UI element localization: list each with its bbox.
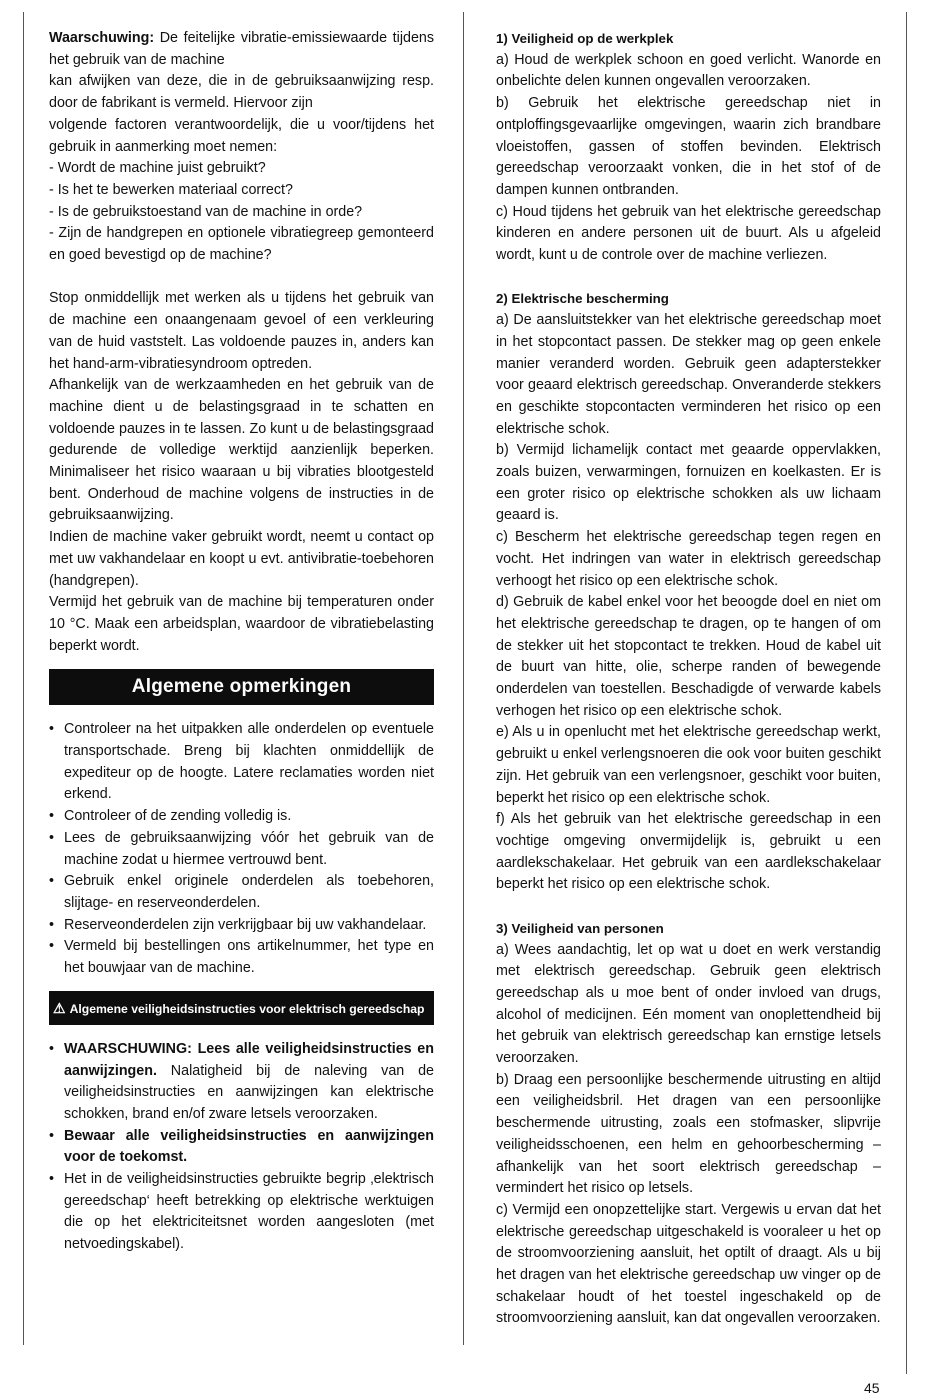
- stop-paragraph: Vermijd het gebruik van de machine bij temperaturen onder 10 °C. Maak een arbeidsplan, waardoor de vibratiebelasting beperkt wordt.: [49, 594, 434, 654]
- section-item: c) Houd tijdens het gebruik van het elektrische gereedschap kinderen en andere personen uit de buurt. Als u afgeleid wordt, kunt u de controle over de machine verliezen.: [496, 203, 881, 264]
- warning-line: volgende factoren verantwoordelijk, die u voor/tijdens het gebruik in aanmerking moet nemen:: [49, 116, 434, 155]
- safety-instructions-heading: [49, 991, 434, 1025]
- list-item: • Reserveonderdelen zijn verkrijgbaar bij uw vakhandelaar.: [49, 915, 434, 937]
- section-heading: 1) Veiligheid op de werkplek: [496, 31, 674, 46]
- section-item: c) Vermijd een onopzettelijke start. Vergewis u ervan dat het elektrische gereedschap uitgeschakeld is vooraleer u het op de stroomvoorziening aansluit, het optilt of draagt. Als u bij het dragen van het elektrische gereedschap uw vinger op de schakelaar houdt of het toestel ingeschakeld op de stroomvoorziening aansluit, kan dat ongevallen veroorzaken.: [496, 1201, 881, 1327]
- warning-line: kan afwijken van deze, die in de gebruiksaanwijzing resp. door de fabrikant is vermeld. Hiervoor zijn: [49, 73, 434, 112]
- section-item: e) Als u in openlucht met het elektrische gereedschap werkt, gebruikt u enkel verlengsnoeren die ook voor buiten geschikt zijn. Het gebruik van een verlengsnoer, geschikt voor buiten, beperkt het risico op een elektrische schok.: [496, 724, 881, 806]
- warning-line: - Wordt de machine juist gebruikt?: [49, 160, 266, 177]
- stop-paragraph: Afhankelijk van de werkzaamheden en het gebruik van de machine dient u de belastingsgraad in te schatten en voldoende pauzes in te lassen. Zo kunt u de belastingsgraad gedurende de volledige werktijd aanzienlijk beperken. Minimaliseer het risico waaraan u bij vibraties blootgesteld bent. Onderhoud de machine volgens de instructies in de gebruiksaanwijzing.: [49, 377, 434, 524]
- bold-keep-instructions: Bewaar alle veiligheidsinstructies en aanwijzingen voor de toekomst.: [64, 1127, 434, 1166]
- right-margin-rule: [906, 12, 907, 1374]
- stop-paragraph: Indien de machine vaker gebruikt wordt, neemt u contact op met uw vakhandelaar en koopt u evt. antivibratie-toebehoren (handgrepen).: [49, 529, 434, 589]
- warning-line: - Is de gebruikstoestand van de machine in orde?: [49, 203, 363, 220]
- bullet-text: Nalatigheid bij de naleving van de veiligheidsinstructies en aanwijzingen kan elektrische schokken, brand en/of zware letsels veroorzaken.: [64, 1062, 434, 1122]
- list-item: • Controleer of de zending volledig is.: [49, 806, 434, 828]
- warning-label: Waarschuwing:: [49, 30, 155, 46]
- section-item: b) Gebruik het elektrische gereedschap niet in ontploffingsgevaarlijke omgevingen, waarin zich brandbare vloeistoffen, gassen of stoffen bevinden. Elektrisch gereedschap veroorzaakt vonken, die in het stof of de dampen kunnen ontbranden.: [496, 95, 881, 198]
- vibration-warning: [49, 28, 434, 71]
- list-item: [49, 1039, 434, 1126]
- section-item: b) Vermijd lichamelijk contact met geaarde oppervlakken, zoals buizen, verwarmingen, fornuizen en koelkasten. Er is een groter risico op elektrische schokken als uw lichaam geaard is.: [496, 442, 881, 524]
- section-item: f) Als het gebruik van het elektrische gereedschap in een vochtige omgeving onvermijdelijk is, gebruikt u een aardlekschakelaar. Het gebruik van een aardlekschakelaar beperkt het risico op een elektrische schok.: [496, 811, 881, 893]
- section-heading: 2) Elektrische bescherming: [496, 291, 669, 307]
- left-margin-rule: [23, 12, 24, 1345]
- list-item: • Lees de gebruiksaanwijzing vóór het gebruik van de machine zodat u hiermee vertrouwd bent.: [49, 828, 434, 871]
- general-remarks-list: [49, 719, 434, 979]
- section-item: c) Bescherm het elektrische gereedschap tegen regen en vocht. Het indringen van water in elektrisch gereedschap verhoogt het risico op een elektrische schok.: [496, 529, 881, 589]
- right-column: [496, 28, 881, 1330]
- warning-triangle-icon: ⚠: [53, 999, 66, 1016]
- general-remarks-heading: Algemene opmerkingen: [49, 669, 434, 705]
- section-item: a) De aansluitstekker van het elektrische gereedschap moet in het stopcontact passen. De stekker mag op geen enkele manier veranderd worden. Gebruik geen adapterstekker voor geaard elektrisch gereedschap. Onveranderde stekkers en geschikte stopcontacten verminderen het risico op een elektrische schok.: [496, 312, 881, 437]
- section-item: a) Wees aandachtig, let op wat u doet en werk verstandig met elektrisch gereedschap. Gebruik geen elektrisch gereedschap als u moe bent of onder invloed van drugs, alcohol of medicijnen. Eén moment van onoplettendheid bij het gebruik van elektrisch gereedschap kan ernstige letsels veroorzaken.: [496, 941, 881, 1067]
- stop-paragraph: Stop onmiddellijk met werken als u tijdens het gebruik van de machine een onaangenaam gevoel of een verkleuring van de huid vaststelt. Las voldoende pauzes in, anders kan het hand-arm-vibratiesyndroom optreden.: [49, 290, 434, 372]
- list-item: [49, 1126, 434, 1169]
- list-item: • Controleer na het uitpakken alle onderdelen op eventuele transportschade. Breng bij klachten onmiddellijk de expediteur op de hoogte. Latere reclamaties worden niet erkend.: [49, 719, 434, 806]
- section-heading: 3) Veiligheid van personen: [496, 920, 664, 936]
- list-item: • Het in de veiligheidsinstructies gebruikte begrip ‚elektrisch gereedschap‘ heeft betrekking op elektrische werktuigen die op het elektriciteitsnet worden aangesloten (met netvoedingskabel).: [49, 1169, 434, 1256]
- left-column: [49, 28, 434, 1256]
- page-number: 45: [864, 1380, 880, 1396]
- warning-line: - Zijn de handgrepen en optionele vibratiegreep gemonteerd en goed bevestigd op de machine?: [49, 225, 434, 264]
- column-divider: [463, 12, 464, 1345]
- warning-line: - Is het te bewerken materiaal correct?: [49, 181, 293, 198]
- section-item: d) Gebruik de kabel enkel voor het beoogde doel en niet om het elektrische gereedschap te dragen, op te hangen of om de stekker uit het stopcontact te trekken. Houd de kabel uit de buurt van hitte, olie, scherpe randen of bewegende onderdelen van toestellen. Beschadigde of verwarde kabels verhogen het risico op een elektrische schok.: [496, 594, 881, 719]
- warning-line: De feitelijke vibratie-emissiewaarde tijdens het gebruik van de machine: [49, 30, 434, 68]
- bold-warning: WAARSCHUWING: Lees alle veiligheidsinstructies en aanwijzingen.: [64, 1040, 434, 1079]
- section-item: b) Draag een persoonlijke beschermende uitrusting en altijd een veiligheidsbril. Het dragen van een persoonlijke beschermende uitrusting, zoals een stofmasker, slipvrije veiligheidsschoenen, een helm en gehoorbescherming – afhankelijk van het soort elektrisch gereedschap – vermindert het risico op letsels.: [496, 1071, 881, 1197]
- list-item: • Gebruik enkel originele onderdelen als toebehoren, slijtage- en reserveonderdelen.: [49, 871, 434, 914]
- section-item: a) Houd de werkplek schoon en goed verlicht. Wanorde en onbelichte delen kunnen ongevallen veroorzaken.: [496, 51, 881, 90]
- safety-heading-text: Algemene veiligheidsinstructies voor elektrisch gereedschap: [69, 1001, 425, 1016]
- safety-instructions-list: [49, 1039, 434, 1256]
- list-item: • Vermeld bij bestellingen ons artikelnummer, het type en het bouwjaar van de machine.: [49, 936, 434, 979]
